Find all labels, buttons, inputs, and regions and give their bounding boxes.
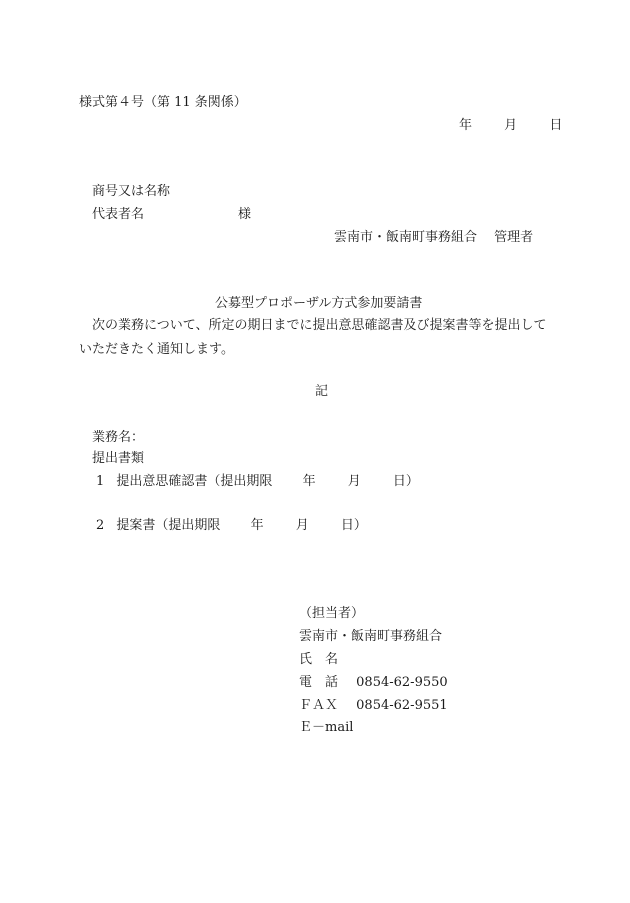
sender-title: 管理者 xyxy=(494,230,534,245)
contact-fax-label: ＦＡＸ xyxy=(299,698,339,713)
item-1-month: 月 xyxy=(347,474,361,489)
item-2-year: 年 xyxy=(250,518,264,533)
sender-line xyxy=(334,230,533,246)
form-number: 様式第４号（第 11 条関係） xyxy=(79,95,247,110)
sender-organization: 雲南市・飯南町事務組合 xyxy=(334,230,478,245)
item-2-month: 月 xyxy=(295,518,309,533)
note-heading: 記 xyxy=(315,384,329,399)
item-2-label: 提案書（提出期限 xyxy=(116,518,221,533)
item-2-day: 日） xyxy=(340,518,367,533)
date-line xyxy=(459,118,562,134)
contact-fax: 0854-62-9551 xyxy=(356,698,448,713)
contact-email-label: Ｅ－mail xyxy=(299,720,354,735)
document-title: 公募型プロポーザル方式参加要請書 xyxy=(215,296,423,311)
document-body: 次の業務について、所定の期日までに提出意思確認書及び提案書等を提出していただきたく通知します。 xyxy=(79,318,547,357)
contact-name-label: 氏 名 xyxy=(299,652,339,667)
contact-fax-row xyxy=(299,698,448,714)
documents-label: 提出書類 xyxy=(92,451,145,466)
company-name-label: 商号又は名称 xyxy=(92,184,171,199)
contact-heading: （担当者） xyxy=(299,606,365,621)
date-month-label: 月 xyxy=(504,118,518,133)
contact-phone-row xyxy=(299,675,448,691)
contact-phone: 0854-62-9550 xyxy=(356,675,448,690)
item-2 xyxy=(96,518,367,534)
item-1-year: 年 xyxy=(302,474,316,489)
item-1 xyxy=(96,474,419,490)
item-1-day: 日） xyxy=(392,474,419,489)
date-year-label: 年 xyxy=(459,118,473,133)
item-1-number: 1 xyxy=(96,474,105,489)
date-day-label: 日 xyxy=(549,118,563,133)
contact-phone-label: 電 話 xyxy=(299,675,339,690)
representative-label: 代表者名 xyxy=(92,207,145,222)
item-1-label: 提出意思確認書（提出期限 xyxy=(116,474,273,489)
item-2-number: 2 xyxy=(96,518,105,533)
contact-organization: 雲南市・飯南町事務組合 xyxy=(299,629,443,644)
honorific: 様 xyxy=(238,207,252,222)
task-name-label: 業務名： xyxy=(92,430,145,445)
